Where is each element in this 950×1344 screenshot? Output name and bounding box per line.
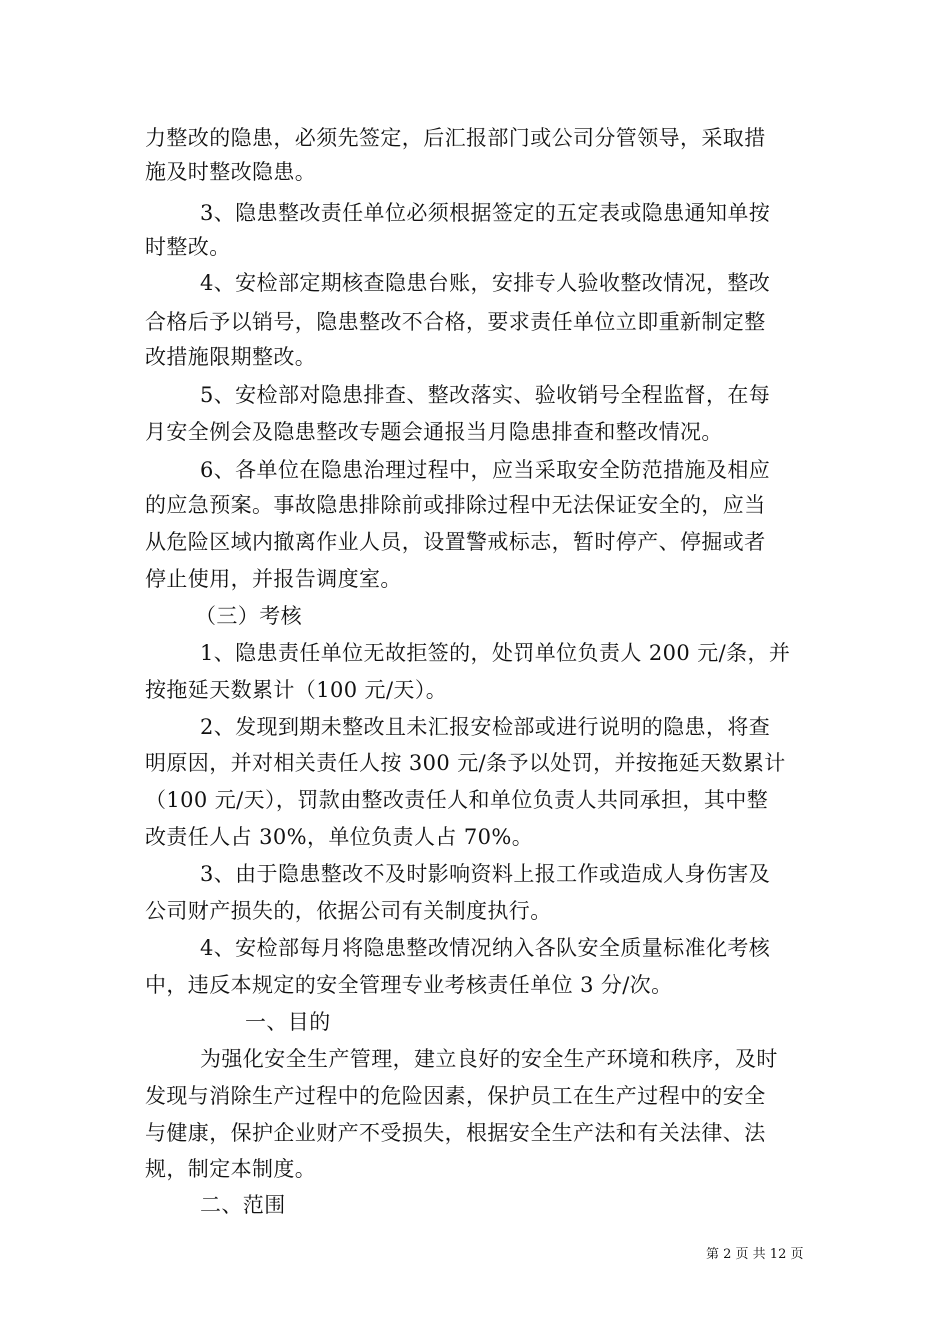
page-number-footer: 第 2 页 共 12 页 <box>706 1247 804 1262</box>
body-line: 1、隐患责任单位无故拒签的，处罚单位负责人 200 元/条，并 <box>200 641 791 665</box>
body-line: 公司财产损失的，依据公司有关制度执行。 <box>145 899 552 923</box>
body-line: 3、隐患整改责任单位必须根据签定的五定表或隐患通知单按 <box>200 201 771 225</box>
body-line: 6、各单位在隐患治理过程中，应当采取安全防范措施及相应 <box>200 458 771 482</box>
body-line: 规，制定本制度。 <box>145 1157 317 1181</box>
body-line: 改责任人占 30%，单位负责人占 70%。 <box>145 825 534 849</box>
body-line: 时整改。 <box>145 235 231 259</box>
body-line: 停止使用，并报告调度室。 <box>145 567 402 591</box>
body-line: 力整改的隐患，必须先签定，后汇报部门或公司分管领导，采取措 <box>145 126 766 150</box>
body-line: 3、由于隐患整改不及时影响资料上报工作或造成人身伤害及 <box>200 862 771 886</box>
body-line: 4、安检部每月将隐患整改情况纳入各队安全质量标准化考核 <box>200 936 771 960</box>
body-line: 从危险区域内撤离作业人员，设置警戒标志，暂时停产、停掘或者 <box>145 530 766 554</box>
body-line: 的应急预案。事故隐患排除前或排除过程中无法保证安全的，应当 <box>145 493 766 517</box>
body-line: 2、发现到期未整改且未汇报安检部或进行说明的隐患，将查 <box>200 715 771 739</box>
body-line: 4、安检部定期核查隐患台账，安排专人验收整改情况，整改 <box>200 271 771 295</box>
body-line: 为强化安全生产管理，建立良好的安全生产环境和秩序，及时 <box>200 1047 778 1071</box>
section-heading: 二、范围 <box>200 1193 286 1217</box>
section-heading: （三）考核 <box>195 604 302 628</box>
body-line: 5、安检部对隐患排查、整改落实、验收销号全程监督，在每 <box>200 383 771 407</box>
body-line: 明原因，并对相关责任人按 300 元/条予以处罚，并按拖延天数累计 <box>145 751 786 775</box>
body-line: 与健康，保护企业财产不受损失，根据安全生产法和有关法律、法 <box>145 1121 766 1145</box>
body-line: 月安全例会及隐患整改专题会通报当月隐患排查和整改情况。 <box>145 420 723 444</box>
body-line: （100 元/天），罚款由整改责任人和单位负责人共同承担，其中整 <box>145 788 769 812</box>
body-line: 发现与消除生产过程中的危险因素，保护员工在生产过程中的安全 <box>145 1084 766 1108</box>
body-line: 合格后予以销号，隐患整改不合格，要求责任单位立即重新制定整 <box>145 310 766 334</box>
body-line: 施及时整改隐患。 <box>145 160 317 184</box>
body-line: 改措施限期整改。 <box>145 345 317 369</box>
section-heading: 一、目的 <box>245 1010 331 1034</box>
body-line: 按拖延天数累计（100 元/天）。 <box>145 678 448 702</box>
body-line: 中，违反本规定的安全管理专业考核责任单位 3 分/次。 <box>145 973 673 997</box>
